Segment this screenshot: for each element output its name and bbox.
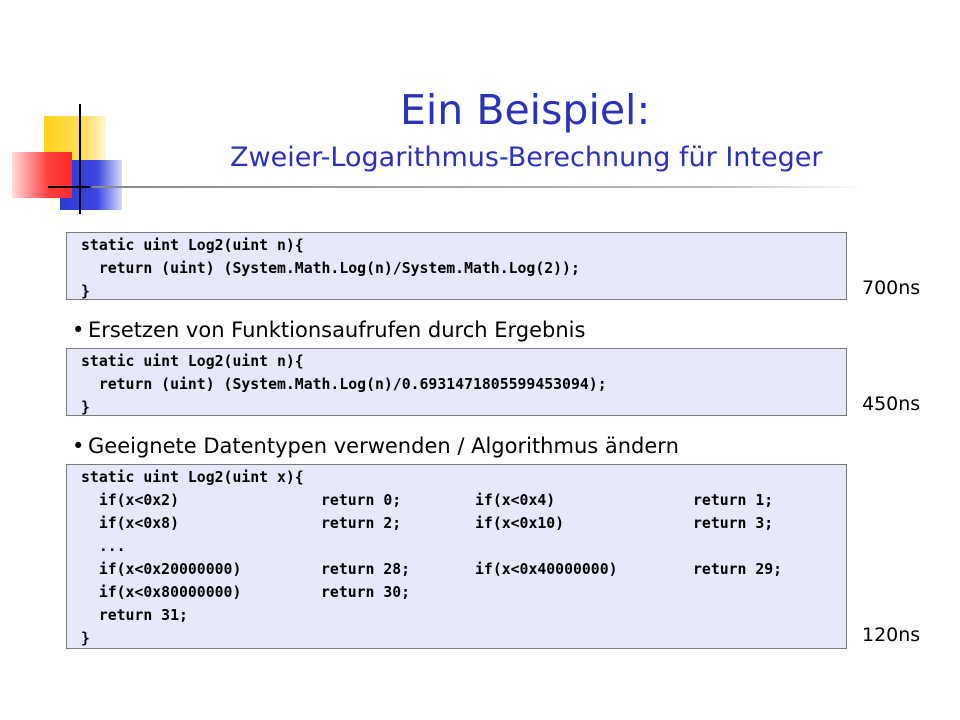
bullet-text: Ersetzen von Funktionsaufrufen durch Ergebnis [88,318,586,342]
code-cell [693,581,813,604]
code-row [81,512,813,535]
code-cell: return 1; [693,492,774,509]
timing-label-1: 700ns [862,277,921,299]
code-line: return (uint) (System.Math.Log(n)/System.Math.Log(2)); [81,260,580,277]
code-cell: return 29; [693,561,783,578]
code-cell: if(x<0x2) [81,492,179,509]
slide-subtitle: Zweier-Logarithmus-Berechnung für Integer [230,142,823,173]
code-cell: return 0; [321,492,402,509]
code-row [81,604,813,627]
code-cell: if(x<0x4) [475,492,556,509]
title-divider [92,186,864,188]
code-cell: if(x<0x40000000) [475,561,618,578]
code-row [81,581,813,604]
timing-label-2: 450ns [862,393,921,415]
code-cell: return 28; [321,561,411,578]
bullet-item-1 [72,318,585,342]
code-cell [475,535,693,558]
code-line: static uint Log2(uint n){ [81,353,304,370]
code-cell: return 30; [321,584,411,601]
code-cell: return 3; [693,515,774,532]
code-cell [693,604,813,627]
code-cell: return 2; [321,515,402,532]
code-block-3 [66,464,847,649]
bullet-item-2 [72,434,679,458]
code-cell [475,604,693,627]
slide-logo [0,0,140,230]
code-table [81,489,813,627]
code-cell: if(x<0x80000000) [81,584,242,601]
code-cell [321,535,475,558]
code-line: static uint Log2(uint x){ [81,469,304,486]
code-cell: if(x<0x8) [81,515,179,532]
bullet-icon: • [72,434,85,458]
logo-horizontal-line [48,186,90,188]
code-row [81,489,813,512]
code-cell [321,604,475,627]
logo-vertical-line [79,104,81,214]
code-block-1 [66,232,847,300]
code-line: static uint Log2(uint n){ [81,237,304,254]
code-cell: return 31; [81,607,188,624]
bullet-icon: • [72,318,85,342]
bullet-text: Geeignete Datentypen verwenden / Algorithmus ändern [88,434,679,458]
code-cell: ... [81,538,126,555]
code-cell [693,535,813,558]
code-cell: if(x<0x20000000) [81,561,242,578]
slide-title: Ein Beispiel: [400,86,651,134]
code-line: } [81,630,90,647]
timing-label-3: 120ns [862,624,921,646]
code-line: } [81,283,90,300]
code-block-2 [66,348,847,416]
code-row [81,558,813,581]
code-line: return (uint) (System.Math.Log(n)/0.6931471805599453094); [81,376,607,393]
code-cell [475,581,693,604]
code-line: } [81,399,90,416]
code-row [81,535,813,558]
code-cell: if(x<0x10) [475,515,565,532]
logo-red-square [12,152,72,198]
